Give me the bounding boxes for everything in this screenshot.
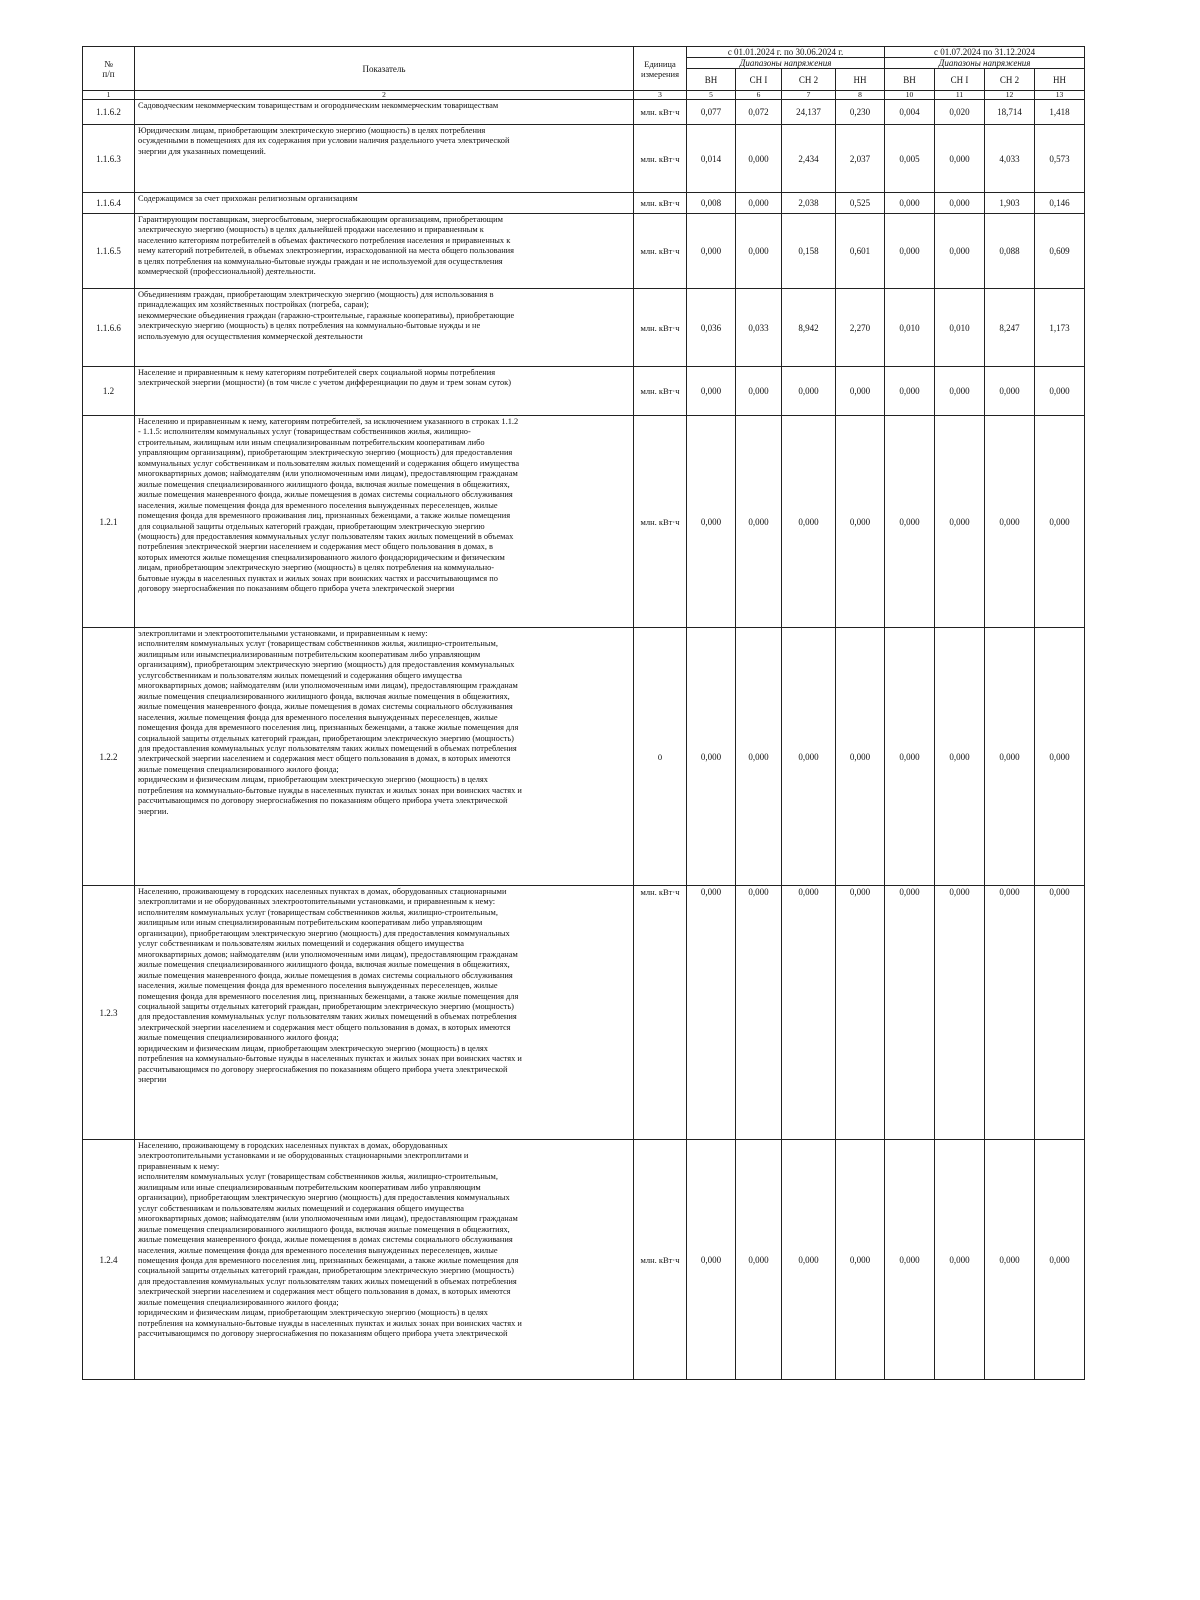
header-period-2: с 01.07.2024 по 31.12.2024 bbox=[885, 47, 1085, 58]
row-value: 0,000 bbox=[736, 628, 782, 886]
description-line: рассчитывающимся по договору энергоснабжения по показаниям общего прибора учета электрической bbox=[138, 796, 508, 806]
description-line: электрической энергии населением и содержания мест общего пользования в домах, в которых имеются bbox=[138, 754, 511, 764]
row-value: 0,000 bbox=[935, 214, 985, 289]
description-line: жилые помещения специализированного жилого фонда; bbox=[138, 764, 339, 774]
description-line: электрическую энергию (мощность) в целях дальнейшей продажи населению и приравненным к bbox=[138, 225, 484, 235]
row-value: 0,000 bbox=[836, 886, 885, 1140]
table-row bbox=[83, 214, 1085, 289]
row-description bbox=[135, 289, 634, 367]
description-line: юридическим и физическим лицам, приобретающим электрическую энергию (мощность) в целях bbox=[138, 775, 488, 785]
row-value: 0,000 bbox=[985, 886, 1035, 1140]
row-value: 0,008 bbox=[687, 193, 736, 214]
row-code: 1.2.3 bbox=[83, 886, 135, 1140]
row-value: 0,525 bbox=[836, 193, 885, 214]
description-line: социальной защиты отдельных категорий граждан, приобретающим электрическую энергию (мощность) bbox=[138, 733, 514, 743]
description-line: многоквартирных домов; наймодателям (или уполномоченным ими лицам), предоставляющим гражданам bbox=[138, 1214, 518, 1224]
row-value: 0,033 bbox=[736, 289, 782, 367]
row-value: 0,010 bbox=[935, 289, 985, 367]
description-line: многоквартирных домов; наймодателям (или уполномоченным ими лицам), предоставляющим гражданам bbox=[138, 681, 518, 691]
description-line: помещения фонда для временного поселения лиц, признанных беженцами, а также жилые помещения для bbox=[138, 1255, 519, 1265]
row-value: 0,000 bbox=[935, 193, 985, 214]
row-value: 24,137 bbox=[782, 100, 836, 125]
row-value: 0,000 bbox=[736, 214, 782, 289]
row-description bbox=[135, 628, 634, 886]
description-line: помещения фонда для временного проживания лиц, признанных беженцами, а также жилые помещения bbox=[138, 511, 511, 521]
description-line: для предоставления коммунальных услуг пользователям таких жилых помещений в объемах потребления bbox=[138, 1276, 517, 1286]
description-line: Садоводческим некоммерческим товариществам и огородническим некоммерческим товариществам bbox=[138, 101, 499, 110]
row-value: 0,000 bbox=[985, 628, 1035, 886]
row-value: 0,000 bbox=[687, 416, 736, 628]
row-value: 0,000 bbox=[687, 1140, 736, 1380]
row-value: 0,000 bbox=[687, 214, 736, 289]
description-line: жилищным или иным специализированным потребительским кооперативам либо управляющим bbox=[138, 918, 483, 928]
description-line: в целях потребления на коммунально-бытовые нужды граждан и не используемой для осуществления bbox=[138, 256, 503, 266]
row-value: 0,036 bbox=[687, 289, 736, 367]
column-number: 5 bbox=[687, 91, 736, 100]
description-line: некоммерческие объединения граждан (гаражно-строительные, гаражные кооперативы), приобретающие bbox=[138, 310, 515, 320]
description-line: электрической энергии населением и содержания мест общего пользования в домах, в которых имеются bbox=[138, 1022, 511, 1032]
row-description bbox=[135, 886, 634, 1140]
description-line: энергии. bbox=[138, 806, 169, 816]
table-row bbox=[83, 125, 1085, 193]
description-line: юридическим и физическим лицам, приобретающим электрическую энергию (мощность) в целях bbox=[138, 1308, 488, 1318]
description-line: потребления электрической энергии населением и содержания мест общего пользования в домах, в bbox=[138, 542, 493, 552]
row-value: 0,014 bbox=[687, 125, 736, 193]
row-unit: млн. кВт·ч bbox=[634, 100, 687, 125]
header-voltage-range-1: Диапазоны напряжения bbox=[687, 58, 885, 69]
table-row bbox=[83, 416, 1085, 628]
table-row bbox=[83, 193, 1085, 214]
row-value: 0,146 bbox=[1035, 193, 1085, 214]
row-description bbox=[135, 100, 634, 125]
row-value: 0,000 bbox=[836, 416, 885, 628]
description-line: электроплитами и электроотопительными установками, и приравненным к нему: bbox=[138, 629, 428, 638]
table-row bbox=[83, 1140, 1085, 1380]
row-value: 0,000 bbox=[736, 367, 782, 416]
row-unit: млн. кВт·ч bbox=[634, 416, 687, 628]
header-voltage-level: НН bbox=[1035, 69, 1085, 91]
header-voltage-level: СН 2 bbox=[782, 69, 836, 91]
description-line: принадлежащих им хозяйственных постройках (погреба, сараи); bbox=[138, 300, 369, 310]
description-line: электрическую энергию (мощность) в целях потребления на коммунально-бытовые нужды и не bbox=[138, 321, 481, 331]
description-line: коммерческой (профессиональной) деятельности. bbox=[138, 267, 316, 277]
description-line: осужденными в помещениях для их содержания при условии наличия раздельного учета электрической bbox=[138, 136, 510, 146]
table-row bbox=[83, 886, 1085, 1140]
row-value: 0,158 bbox=[782, 214, 836, 289]
description-line: жилые помещения маневренного фонда, жилые помещения в домах системы социального обслуживания bbox=[138, 490, 513, 500]
table-row bbox=[83, 100, 1085, 125]
row-value: 0,000 bbox=[985, 367, 1035, 416]
row-value: 0,000 bbox=[885, 367, 935, 416]
column-number: 12 bbox=[985, 91, 1035, 100]
row-value: 1,903 bbox=[985, 193, 1035, 214]
description-line: для предоставления коммунальных услуг пользователям таких жилых помещений в объемах потребления bbox=[138, 743, 517, 753]
row-code: 1.2.2 bbox=[83, 628, 135, 886]
row-unit: млн. кВт·ч bbox=[634, 1140, 687, 1380]
description-line: социальной защиты отдельных категорий граждан, приобретающим электрическую энергию (мощность) bbox=[138, 1001, 514, 1011]
row-value: 0,230 bbox=[836, 100, 885, 125]
row-value: 1,173 bbox=[1035, 289, 1085, 367]
description-line: исполнителям коммунальных услуг (товариществам собственников жилья, жилищно-строительным, bbox=[138, 639, 498, 649]
description-line: услуг собственникам и пользователям жилых помещений и содержания общего имущества bbox=[138, 939, 465, 949]
tariff-volume-table bbox=[82, 46, 1085, 1380]
row-value: 0,000 bbox=[736, 886, 782, 1140]
row-value: 0,000 bbox=[782, 628, 836, 886]
description-line: жилые помещения маневренного фонда, жилые помещения в домах системы социального обслуживания bbox=[138, 1235, 513, 1245]
table-row bbox=[83, 289, 1085, 367]
row-value: 0,000 bbox=[885, 1140, 935, 1380]
description-line: социальной защиты отдельных категорий граждан, приобретающим электрическую энергию (мощность) bbox=[138, 1266, 514, 1276]
description-line: рассчитывающимся по договору энергоснабжения по показаниям общего прибора учета электрической bbox=[138, 1329, 508, 1339]
header-voltage-level: ВН bbox=[885, 69, 935, 91]
description-line: приравненным к нему: bbox=[138, 1161, 220, 1171]
description-line: многоквартирных домов; наймодателям (или уполномоченным ими лицам), предоставляющим гражданам bbox=[138, 469, 518, 479]
row-value: 0,000 bbox=[885, 416, 935, 628]
row-value: 8,942 bbox=[782, 289, 836, 367]
row-unit: млн. кВт·ч bbox=[634, 125, 687, 193]
description-line: жилые помещения маневренного фонда, жилые помещения в домах системы социального обслуживания bbox=[138, 970, 513, 980]
header-voltage-range-2: Диапазоны напряжения bbox=[885, 58, 1085, 69]
row-unit: млн. кВт·ч bbox=[634, 193, 687, 214]
row-code: 1.2.4 bbox=[83, 1140, 135, 1380]
column-number: 3 bbox=[634, 91, 687, 100]
row-value: 0,010 bbox=[885, 289, 935, 367]
description-line: населения, жилые помещения фонда для временного поселения вынужденных переселенцев, жилые bbox=[138, 981, 498, 991]
description-line: бытовые нужды в населенных пунктах и жилых зонах при воинских частях и рассчитывающимся по bbox=[138, 573, 498, 583]
description-line: энергии для указанных помещений. bbox=[138, 146, 266, 156]
description-line: населению категориям потребителей в объемах фактического потребления населения и приравненных к bbox=[138, 235, 511, 245]
row-value: 0,000 bbox=[687, 886, 736, 1140]
description-line: электроотопительными установками и не оборудованных стационарными электроплитами и bbox=[138, 1151, 469, 1161]
description-line: услугсобственникам и пользователям жилых помещений и содержания общего имущества bbox=[138, 670, 462, 680]
row-unit: 0 bbox=[634, 628, 687, 886]
description-line: коммунальных услуг собственникам и пользователям жилых помещений и содержания общего имущества bbox=[138, 458, 520, 468]
row-code: 1.1.6.4 bbox=[83, 193, 135, 214]
row-value: 0,000 bbox=[935, 416, 985, 628]
row-value: 0,000 bbox=[1035, 416, 1085, 628]
description-line: для предоставления коммунальных услуг пользователям таких жилых помещений в объемах потребления bbox=[138, 1012, 517, 1022]
row-description bbox=[135, 193, 634, 214]
description-line: жилые помещения специализированного жилищного фонда, включая жилые помещения в общежитиях, bbox=[138, 1224, 510, 1234]
row-value: 8,247 bbox=[985, 289, 1035, 367]
row-value: 0,000 bbox=[1035, 1140, 1085, 1380]
description-line: Население и приравненным к нему категориям потребителей сверх социальной нормы потребления bbox=[138, 368, 496, 377]
row-value: 0,000 bbox=[687, 628, 736, 886]
header-number: № п/п bbox=[83, 47, 135, 91]
description-line: Населению, проживающему в городских населенных пунктах в домах, оборудованных bbox=[138, 1141, 448, 1150]
description-line: жилые помещения специализированного жилого фонда; bbox=[138, 1297, 339, 1307]
row-description bbox=[135, 125, 634, 193]
row-value: 0,000 bbox=[736, 125, 782, 193]
table-row bbox=[83, 628, 1085, 886]
description-line: помещения фонда для временного поселения лиц, признанных беженцами, а также жилые помещения для bbox=[138, 723, 519, 733]
header-voltage-level: СН I bbox=[935, 69, 985, 91]
row-value: 0,000 bbox=[885, 214, 935, 289]
description-line: которых имеются жилые помещения специализированного жилого фонда;юридическим и физическим bbox=[138, 552, 505, 562]
row-description bbox=[135, 416, 634, 628]
row-value: 0,000 bbox=[935, 628, 985, 886]
description-line: населения, жилые помещения фонда для временного поселения вынужденных переселенцев, жилые bbox=[138, 712, 498, 722]
row-value: 0,000 bbox=[935, 886, 985, 1140]
description-line: жилые помещения специализированного жилищного фонда, включая жилые помещения в общежитиях, bbox=[138, 479, 510, 489]
description-line: юридическим и физическим лицам, приобретающим электрическую энергию (мощность) в целях bbox=[138, 1043, 488, 1053]
description-line: Населению и приравненным к нему, категориям потребителей, за исключением указанного в строках 1.1.2 bbox=[138, 417, 519, 426]
row-value: 0,000 bbox=[687, 367, 736, 416]
header-period-1: с 01.01.2024 г. по 30.06.2024 г. bbox=[687, 47, 885, 58]
description-line: (мощность) для предоставления коммунальных услуг пользователям таких жилых помещений в объемах bbox=[138, 531, 514, 541]
description-line: жилищным или инымспециализированным потребительским кооперативам либо управляющим bbox=[138, 649, 481, 659]
description-line: населения, жилые помещения фонда для временного поселения вынужденных переселенцев, жилые bbox=[138, 500, 498, 510]
description-line: для социальной защиты отдельных категорий граждан, приобретающим электрическую энергию bbox=[138, 521, 485, 531]
column-number: 11 bbox=[935, 91, 985, 100]
row-code: 1.1.6.5 bbox=[83, 214, 135, 289]
row-description bbox=[135, 367, 634, 416]
description-line: многоквартирных домов; наймодателям (или уполномоченным ими лицам), предоставляющим гражданам bbox=[138, 949, 518, 959]
description-line: нему категорий потребителей, в объемах электроэнергии, израсходованной на места общего пользования bbox=[138, 246, 515, 256]
column-number: 6 bbox=[736, 91, 782, 100]
description-line: потребления на коммунально-бытовые нужды в населенных пунктах и жилых зонах при воинских частях и bbox=[138, 1054, 522, 1064]
row-value: 0,000 bbox=[935, 1140, 985, 1380]
description-line: Гарантирующим поставщикам, энергосбытовым, энергоснабжающим организациям, приобретающим bbox=[138, 215, 503, 224]
row-value: 0,609 bbox=[1035, 214, 1085, 289]
row-value: 0,000 bbox=[736, 1140, 782, 1380]
row-value: 2,270 bbox=[836, 289, 885, 367]
row-code: 1.2 bbox=[83, 367, 135, 416]
description-line: жилищным или иные специализированным потребительским кооперативам либо управляющим bbox=[138, 1182, 481, 1192]
row-value: 0,000 bbox=[885, 193, 935, 214]
description-line: Содержащимся за счет прихожан религиозным организациям bbox=[138, 194, 358, 203]
header-voltage-level: СН 2 bbox=[985, 69, 1035, 91]
row-unit: млн. кВт·ч bbox=[634, 367, 687, 416]
description-line: - 1.1.5: исполнителям коммунальных услуг (товариществам собственников жилья, жилищно- bbox=[138, 427, 471, 437]
description-line: энергии bbox=[138, 1075, 167, 1085]
description-line: Населению, проживающему в городских населенных пунктах в домах, оборудованных стационарными bbox=[138, 887, 507, 896]
description-line: услуг собственникам и пользователям жилых помещений и содержания общего имущества bbox=[138, 1203, 465, 1213]
row-unit: млн. кВт·ч bbox=[634, 289, 687, 367]
row-value: 0,000 bbox=[836, 628, 885, 886]
table-row bbox=[83, 367, 1085, 416]
row-value: 2,038 bbox=[782, 193, 836, 214]
row-value: 2,434 bbox=[782, 125, 836, 193]
column-number: 7 bbox=[782, 91, 836, 100]
description-line: исполнителям коммунальных услуг (товариществам собственников жилья, жилищно-строительным, bbox=[138, 1172, 498, 1182]
row-value: 0,573 bbox=[1035, 125, 1085, 193]
row-value: 18,714 bbox=[985, 100, 1035, 125]
description-line: населения, жилые помещения фонда для временного поселения вынужденных переселенцев, жилые bbox=[138, 1245, 498, 1255]
column-number: 10 bbox=[885, 91, 935, 100]
column-number: 13 bbox=[1035, 91, 1085, 100]
row-description bbox=[135, 214, 634, 289]
row-value: 0,000 bbox=[1035, 628, 1085, 886]
row-value: 0,020 bbox=[935, 100, 985, 125]
row-value: 0,000 bbox=[736, 193, 782, 214]
row-value: 1,418 bbox=[1035, 100, 1085, 125]
row-code: 1.1.6.6 bbox=[83, 289, 135, 367]
description-line: договору энергоснабжения по показаниям общего прибора учета электрической энергии bbox=[138, 584, 455, 594]
description-line: жилые помещения специализированного жилищного фонда, включая жилые помещения в общежитиях, bbox=[138, 691, 510, 701]
row-code: 1.1.6.2 bbox=[83, 100, 135, 125]
row-value: 0,000 bbox=[782, 367, 836, 416]
column-number: 1 bbox=[83, 91, 135, 100]
row-value: 0,072 bbox=[736, 100, 782, 125]
header-voltage-level: ВН bbox=[687, 69, 736, 91]
description-line: помещения фонда для временного поселения лиц, признанных беженцами, а также жилые помещения для bbox=[138, 991, 519, 1001]
row-description bbox=[135, 1140, 634, 1380]
row-code: 1.1.6.3 bbox=[83, 125, 135, 193]
description-line: жилые помещения специализированного жилого фонда; bbox=[138, 1033, 339, 1043]
description-line: потребления на коммунально-бытовые нужды в населенных пунктах и жилых зонах при воинских частях и bbox=[138, 785, 522, 795]
description-line: строительным, жилищным или иным специализированным потребительским кооперативам либо bbox=[138, 437, 485, 447]
description-line: организации), приобретающим электрическую энергию (мощность) для предоставления коммунальных bbox=[138, 928, 510, 938]
row-value: 0,000 bbox=[836, 367, 885, 416]
row-code: 1.2.1 bbox=[83, 416, 135, 628]
description-line: Юридическим лицам, приобретающим электрическую энергию (мощность) в целях потребления bbox=[138, 126, 486, 135]
row-unit: млн. кВт·ч bbox=[634, 214, 687, 289]
row-value: 0,004 bbox=[885, 100, 935, 125]
row-value: 0,005 bbox=[885, 125, 935, 193]
description-line: потребления на коммунально-бытовые нужды в населенных пунктах и жилых зонах при воинских частях и bbox=[138, 1318, 522, 1328]
description-line: рассчитывающимся по договору энергоснабжения по показаниям общего прибора учета электрической bbox=[138, 1064, 508, 1074]
row-value: 0,000 bbox=[782, 1140, 836, 1380]
column-number: 8 bbox=[836, 91, 885, 100]
row-value: 0,000 bbox=[985, 416, 1035, 628]
row-value: 0,000 bbox=[985, 1140, 1035, 1380]
description-line: лицам, приобретающим электрическую энергию (мощность) в целях потребления на коммунально- bbox=[138, 563, 495, 573]
row-value: 4,033 bbox=[985, 125, 1035, 193]
description-line: используемую для осуществления коммерческой деятельности bbox=[138, 331, 363, 341]
row-value: 0,000 bbox=[1035, 367, 1085, 416]
row-value: 0,000 bbox=[836, 1140, 885, 1380]
column-number: 2 bbox=[135, 91, 634, 100]
description-line: Объединениям граждан, приобретающим электрическую энергию (мощность) для использования в bbox=[138, 290, 494, 299]
header-voltage-level: СН I bbox=[736, 69, 782, 91]
description-line: жилые помещения маневренного фонда, жилые помещения в домах системы социального обслуживания bbox=[138, 702, 513, 712]
description-line: жилые помещения специализированного жилищного фонда, включая жилые помещения в общежитиях, bbox=[138, 960, 510, 970]
header-voltage-level: НН bbox=[836, 69, 885, 91]
row-value: 0,000 bbox=[736, 416, 782, 628]
description-line: управляющим организациям), приобретающим электрическую энергию (мощность) для предоставления bbox=[138, 448, 513, 458]
row-value: 0,000 bbox=[885, 886, 935, 1140]
description-line: исполнителям коммунальных услуг (товариществам собственников жилья, жилищно-строительным, bbox=[138, 907, 498, 917]
row-value: 2,037 bbox=[836, 125, 885, 193]
header-unit: Единица измерения bbox=[634, 47, 687, 91]
description-line: электрической энергии (мощности) (в том числе с учетом дифференциации по двум и трем зонам суток) bbox=[138, 378, 512, 388]
row-value: 0,601 bbox=[836, 214, 885, 289]
row-value: 0,000 bbox=[935, 367, 985, 416]
row-value: 0,077 bbox=[687, 100, 736, 125]
description-line: организациям), приобретающим электрическую энергию (мощность) для предоставления коммунальных bbox=[138, 660, 515, 670]
row-value: 0,000 bbox=[1035, 886, 1085, 1140]
row-unit: млн. кВт·ч bbox=[634, 886, 687, 1140]
description-line: организации), приобретающим электрическую энергию (мощность) для предоставления коммунальных bbox=[138, 1193, 510, 1203]
row-value: 0,088 bbox=[985, 214, 1035, 289]
row-value: 0,000 bbox=[782, 416, 836, 628]
header-indicator: Показатель bbox=[135, 47, 634, 91]
description-line: электрической энергии населением и содержания мест общего пользования в домах, в которых имеются bbox=[138, 1287, 511, 1297]
row-value: 0,000 bbox=[885, 628, 935, 886]
description-line: электроплитами и не оборудованных электроотопительными установками, и приравненным к нему: bbox=[138, 897, 496, 907]
row-value: 0,000 bbox=[935, 125, 985, 193]
row-value: 0,000 bbox=[782, 886, 836, 1140]
